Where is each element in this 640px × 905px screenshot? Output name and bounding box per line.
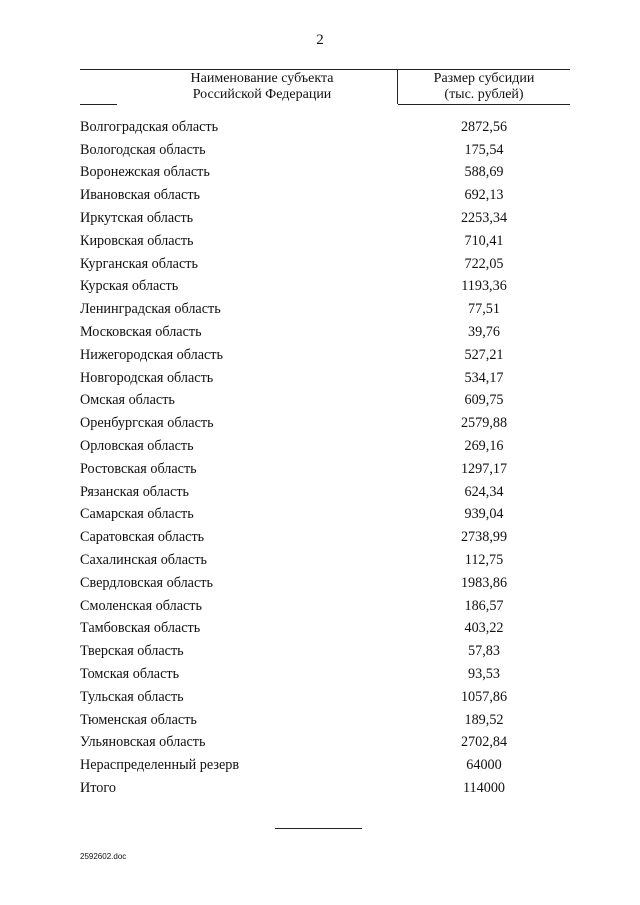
table-row: [80, 663, 570, 686]
subsidy-amount: 939,04: [464, 506, 504, 523]
subsidy-amount: 114000: [462, 780, 506, 796]
subsidy-amount: 2872,56: [460, 118, 508, 135]
region-name: Ростовская область: [80, 460, 197, 477]
region-name: Курская область: [80, 278, 179, 295]
region-name: Омская область: [80, 392, 175, 409]
region-name: Оренбургская область: [80, 415, 214, 432]
table-row: [80, 777, 570, 800]
table-row: [80, 253, 570, 276]
table-row: [80, 344, 570, 367]
table-top-rule-right: [398, 69, 570, 70]
subsidy-amount: 186,57: [464, 597, 504, 614]
table-row: [80, 686, 570, 709]
region-name: Томская область: [80, 666, 180, 683]
page-number: 2: [316, 32, 324, 48]
subsidy-amount: 2253,34: [460, 210, 508, 227]
region-name: Нижегородская область: [80, 346, 223, 363]
region-name: Тульская область: [80, 688, 184, 705]
subsidy-amount: 93,53: [468, 666, 500, 683]
region-name: Рязанская область: [80, 483, 190, 500]
region-name: Кировская область: [80, 232, 194, 249]
table-row: [80, 481, 570, 504]
table-top-rule-left: [80, 69, 397, 70]
region-name: Свердловская область: [80, 574, 213, 591]
region-name: Воронежская область: [80, 164, 210, 181]
region-name: Тюменская область: [80, 711, 197, 728]
region-name: Самарская область: [80, 506, 194, 523]
subsidy-amount: 722,05: [464, 255, 504, 272]
region-name: Сахалинская область: [80, 552, 208, 569]
subsidy-amount: 269,16: [464, 438, 504, 455]
region-name: Орловская область: [80, 438, 194, 455]
subsidy-amount: 609,75: [464, 392, 504, 409]
end-rule: [275, 828, 362, 829]
table-row: [80, 618, 570, 641]
table-row: [80, 139, 570, 162]
region-name: Тверская область: [80, 643, 184, 660]
subsidy-amount: 588,69: [464, 164, 504, 181]
table-header-rule-right: [398, 104, 570, 105]
table-row: [80, 412, 570, 435]
header-name-column: [132, 71, 392, 103]
region-name: Итого: [80, 780, 116, 796]
subsidy-amount: 64000: [466, 757, 502, 774]
table-row: [80, 321, 570, 344]
header-name-line2: Российской Федерации: [192, 87, 332, 102]
header-value-line2: (тыс. рублей): [444, 87, 524, 102]
table-row: [80, 640, 570, 663]
table-row: [80, 184, 570, 207]
subsidy-amount: 403,22: [464, 620, 504, 637]
region-name: Вологодская область: [80, 141, 206, 158]
table-row: [80, 390, 570, 413]
region-name: Ивановская область: [80, 187, 201, 204]
subsidy-amount: 2579,88: [460, 415, 508, 432]
subsidy-amount: 534,17: [464, 369, 504, 386]
subsidy-amount: 527,21: [464, 346, 504, 363]
header-value-column: [398, 71, 570, 103]
document-footer: 2592602.doc: [80, 852, 127, 861]
table-row: [80, 504, 570, 527]
table-row: [80, 458, 570, 481]
table-row: [80, 116, 570, 139]
region-name: Иркутская область: [80, 210, 194, 227]
table-row: [80, 732, 570, 755]
table-row: [80, 572, 570, 595]
region-name: Саратовская область: [80, 529, 205, 546]
subsidy-amount: 39,76: [468, 324, 500, 341]
table-row: [80, 595, 570, 618]
subsidy-amount: 624,34: [464, 483, 504, 500]
subsidy-amount: 710,41: [464, 232, 504, 249]
table-row: [80, 435, 570, 458]
subsidy-amount: 692,13: [464, 187, 504, 204]
subsidy-amount: 1193,36: [461, 278, 507, 295]
header-value-line1: Размер субсидии: [433, 71, 535, 86]
region-name: Тамбовская область: [80, 620, 201, 637]
subsidy-amount: 175,54: [464, 141, 504, 158]
table-row: [80, 298, 570, 321]
region-name: Ульяновская область: [80, 734, 206, 751]
table-row: [80, 526, 570, 549]
table-row: [80, 367, 570, 390]
region-name: Курганская область: [80, 255, 198, 272]
region-name: Волгоградская область: [80, 118, 219, 135]
table-row: [80, 754, 570, 777]
subsidy-amount: 2702,84: [460, 734, 508, 751]
subsidy-table: [80, 116, 570, 800]
subsidy-amount: 2738,99: [460, 529, 508, 546]
subsidy-amount: 1983,86: [460, 574, 508, 591]
table-row: [80, 276, 570, 299]
region-name: Нераспределенный резерв: [80, 757, 240, 774]
region-name: Смоленская область: [80, 597, 202, 614]
header-name-line1: Наименование субъекта: [190, 71, 334, 86]
region-name: Ленинградская область: [80, 301, 221, 318]
subsidy-amount: 77,51: [468, 301, 500, 318]
region-name: Московская область: [80, 324, 202, 341]
subsidy-amount: 112,75: [464, 552, 504, 569]
subsidy-amount: 1057,86: [460, 688, 508, 705]
table-row: [80, 709, 570, 732]
table-header-rule-left: [80, 104, 117, 105]
table-row: [80, 230, 570, 253]
region-name: Новгородская область: [80, 369, 214, 386]
table-row: [80, 549, 570, 572]
subsidy-amount: 1297,17: [460, 460, 508, 477]
subsidy-amount: 57,83: [468, 643, 500, 660]
table-row: [80, 207, 570, 230]
subsidy-amount: 189,52: [464, 711, 504, 728]
table-row: [80, 162, 570, 185]
